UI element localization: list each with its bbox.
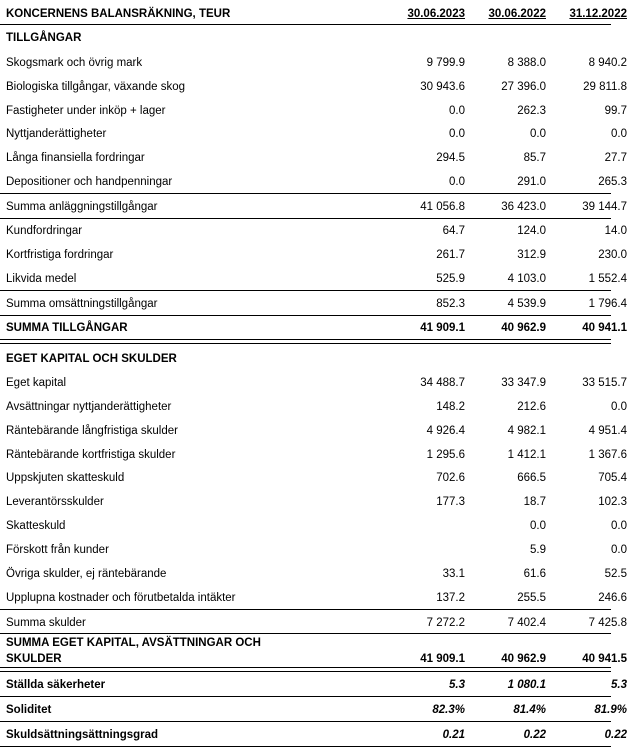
column-header-2023-06: 30.06.2023 (407, 8, 465, 20)
total-double-rule (0, 339, 611, 344)
table-header (0, 0, 631, 24)
row-rule (0, 696, 611, 697)
header-rule (0, 24, 611, 25)
subtotal-rule (0, 609, 611, 610)
subtotal-rule (0, 633, 611, 634)
subtotal-rule (0, 290, 611, 291)
column-header-2022-06: 30.06.2022 (488, 8, 546, 20)
row-rule (0, 721, 611, 722)
table-title: KONCERNENS BALANSRÄKNING, TEUR (6, 8, 231, 20)
subtotal-rule (0, 193, 611, 194)
total-double-rule (0, 667, 611, 672)
subtotal-rule (0, 218, 611, 219)
row-rule (0, 746, 611, 747)
column-header-2022-12: 31.12.2022 (569, 8, 627, 20)
balance-sheet: KONCERNENS BALANSRÄKNING, TEUR 30.06.2023 30.06.2022 31.12.2022 TILLGÅNGAR Skogsmark och övrig mark 9 799.9 8 388.0 8 940.2 Biologiska tillgångar, växande skog 30 943.6 27 396.0 29 811.8 Fastigheter under inköp + lager 0.0 262.3 99.7 Nyttjanderättigheter 0.0 0.0 0.0 Långa finansiella fordringar 294.5 85.7 27.7 Depositioner och handpenningar 0.0 291.0 265.3 Summa anläggningstillgångar 41 056.8 36 423.0 39 144.7 Kundfordringar 64.7 124.0 14.0 Kortfristiga fordringar 261.7 312.9 230.0 Likvida medel 525.9 4 103.0 1 552.4 Summa omsättningstillgångar 852.3 4 539.9 1 796.4 SUMMA TILLGÅNGAR 41 909.1 40 962.9 40 941.1 EGET KAPITAL OCH SKULDER Eget kapital 34 488.7 33 347.9 33 515.7 Avsättningar nyttjanderättigheter 148.2 212.6 0.0 Räntebärande långfristiga skulder 4 926.4 4 982.1 4 951.4 Räntebärande kortfristiga skulder 1 295.6 1 412.1 1 367.6 Uppskjuten skatteskuld 702.6 666.5 705.4 Leverantörsskulder 177.3 18.7 102.3 Skatteskuld 0.0 0.0 Förskott från kunder 5.9 0.0 Övriga skulder, ej räntebärande 33.1 61.6 52.5 Upplupna kostnader och förutbetalda intäkter 137.2 255.5 246.6 Summa skulder 7 272.2 7 402.4 7 425.8 SUMMA EGET KAPITAL, AVSÄTTNINGAR OCH SKULDER 41 909.1 40 962.9 40 941.5 Ställda säkerheter 5.3 1 080.1 5.3 Soliditet 82.3% 81.4% 81.9% Skuldsättningsättningsgrad 0.21 0.22 0.22 (0, 0, 631, 756)
subtotal-rule (0, 315, 611, 316)
